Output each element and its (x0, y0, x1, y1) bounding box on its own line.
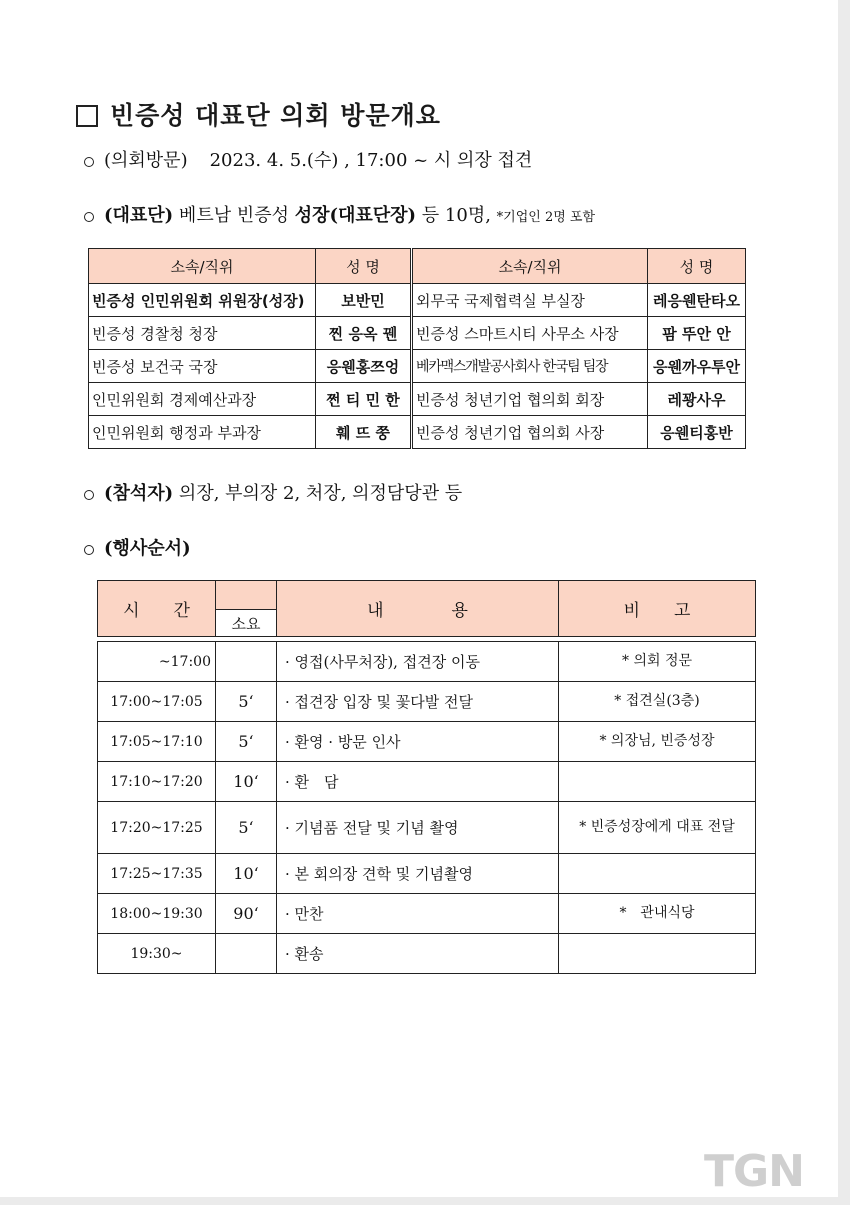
table-row (98, 642, 756, 682)
circle-bullet-icon (84, 490, 94, 500)
duration-cell (216, 934, 277, 974)
page-bottom-border (0, 1197, 850, 1205)
circle-bullet-icon (84, 545, 94, 555)
duration-cell: 90‘ (216, 894, 277, 934)
name-cell: 응웬까우투안 (648, 350, 746, 383)
header-duration: 소요 (216, 610, 277, 637)
duration-cell (216, 642, 277, 682)
time-cell: 19:30~ (98, 934, 216, 974)
content-cell: · 기념품 전달 및 기념 촬영 (277, 802, 559, 854)
table-row (89, 383, 746, 416)
time-cell: 17:10~17:20 (98, 762, 216, 802)
table-row (89, 350, 746, 383)
affiliation-cell: 빈증성 보건국 국장 (89, 350, 316, 383)
content-cell: · 만찬 (277, 894, 559, 934)
header-affiliation: 소속/직위 (412, 249, 648, 284)
time-cell: 18:00~19:30 (98, 894, 216, 934)
duration-cell: 10‘ (216, 762, 277, 802)
header-time: 시 간 (98, 581, 216, 637)
delegation-header-row (89, 249, 746, 284)
schedule-header-row (98, 581, 756, 610)
time-cell: 17:20~17:25 (98, 802, 216, 854)
visit-text: 2023. 4. 5.(수) , 17:00 ~ 시 의장 접견 (209, 150, 533, 171)
name-cell: 레응웬탄타오 (648, 284, 746, 317)
header-name: 성 명 (316, 249, 412, 284)
note-cell: * 빈증성장에게 대표 전달 (559, 802, 756, 854)
affiliation-cell: 빈증성 청년기업 협의회 회장 (412, 383, 648, 416)
name-cell: 보반민 (316, 284, 412, 317)
table-row (98, 762, 756, 802)
delegation-text-post: 등 10명, (416, 205, 497, 226)
table-row (98, 802, 756, 854)
time-cell: 17:25~17:35 (98, 854, 216, 894)
note-cell: * 접견실(3층) (559, 682, 756, 722)
affiliation-cell: 빈증성 경찰청 청장 (89, 317, 316, 350)
duration-cell: 10‘ (216, 854, 277, 894)
content-cell: · 환영 · 방문 인사 (277, 722, 559, 762)
note-cell: * 관내식당 (559, 894, 756, 934)
attendees-line (84, 479, 462, 505)
delegation-text-pre: 베트남 빈증성 (173, 205, 295, 226)
name-cell: 쩐 티 민 한 (316, 383, 412, 416)
affiliation-cell: 외무국 국제협력실 부실장 (412, 284, 648, 317)
delegation-line (84, 201, 595, 227)
name-cell: 훼 뜨 쭝 (316, 416, 412, 449)
content-cell: · 환송 (277, 934, 559, 974)
note-cell (559, 854, 756, 894)
note-cell (559, 934, 756, 974)
document-title (76, 96, 441, 132)
delegation-table (88, 248, 746, 449)
program-line (84, 534, 191, 560)
note-cell: * 의장님, 빈증성장 (559, 722, 756, 762)
title-text: 빈증성 대표단 의회 방문개요 (110, 101, 441, 130)
table-row (98, 722, 756, 762)
table-row (89, 317, 746, 350)
content-cell: · 접견장 입장 및 꽃다발 전달 (277, 682, 559, 722)
name-cell: 응웬홍쯔엉 (316, 350, 412, 383)
name-cell: 레꽝사우 (648, 383, 746, 416)
duration-cell: 5‘ (216, 802, 277, 854)
delegation-text-bold: 성장(대표단장) (294, 205, 417, 226)
table-row (98, 894, 756, 934)
duration-cell: 5‘ (216, 722, 277, 762)
time-cell: ~17:00 (98, 642, 216, 682)
content-cell: · 환 담 (277, 762, 559, 802)
header-content: 내 용 (277, 581, 559, 637)
table-row (98, 934, 756, 974)
program-label: (행사순서) (104, 538, 191, 559)
checkbox-square-icon (76, 105, 98, 127)
affiliation-cell: 인민위원회 경제예산과장 (89, 383, 316, 416)
note-cell: * 의회 정문 (559, 642, 756, 682)
visit-label: (의회방문) (104, 150, 188, 171)
affiliation-cell: 베카맥스개발공사회사 한국팀 팀장 (412, 350, 648, 383)
note-cell (559, 762, 756, 802)
affiliation-cell: 인민위원회 행정과 부과장 (89, 416, 316, 449)
name-cell: 응웬티홍반 (648, 416, 746, 449)
attendees-text: 의장, 부의장 2, 처장, 의정담당관 등 (173, 483, 463, 504)
header-name: 성 명 (648, 249, 746, 284)
tgn-watermark-logo (704, 1146, 804, 1197)
circle-bullet-icon (84, 157, 94, 167)
delegation-note: *기업인 2명 포함 (496, 210, 596, 225)
affiliation-cell: 빈증성 청년기업 협의회 사장 (412, 416, 648, 449)
table-row (89, 416, 746, 449)
page-right-border (838, 0, 850, 1205)
time-cell: 17:00~17:05 (98, 682, 216, 722)
header-affiliation: 소속/직위 (89, 249, 316, 284)
affiliation-cell: 빈증성 인민위원회 위원장(성장) (89, 284, 316, 317)
header-note: 비 고 (559, 581, 756, 637)
affiliation-cell: 빈증성 스마트시티 사무소 사장 (412, 317, 648, 350)
content-cell: · 본 회의장 견학 및 기념촬영 (277, 854, 559, 894)
schedule-table (97, 580, 756, 974)
circle-bullet-icon (84, 212, 94, 222)
duration-cell: 5‘ (216, 682, 277, 722)
name-cell: 팜 뚜안 안 (648, 317, 746, 350)
delegation-label: (대표단) (104, 205, 174, 226)
time-cell: 17:05~17:10 (98, 722, 216, 762)
table-row (89, 284, 746, 317)
table-row (98, 682, 756, 722)
table-row (98, 854, 756, 894)
content-cell: · 영접(사무처장), 접견장 이동 (277, 642, 559, 682)
watermark-text: TGN (704, 1146, 804, 1197)
name-cell: 찐 응옥 꿴 (316, 317, 412, 350)
visit-line (84, 146, 532, 172)
attendees-label: (참석자) (104, 483, 174, 504)
